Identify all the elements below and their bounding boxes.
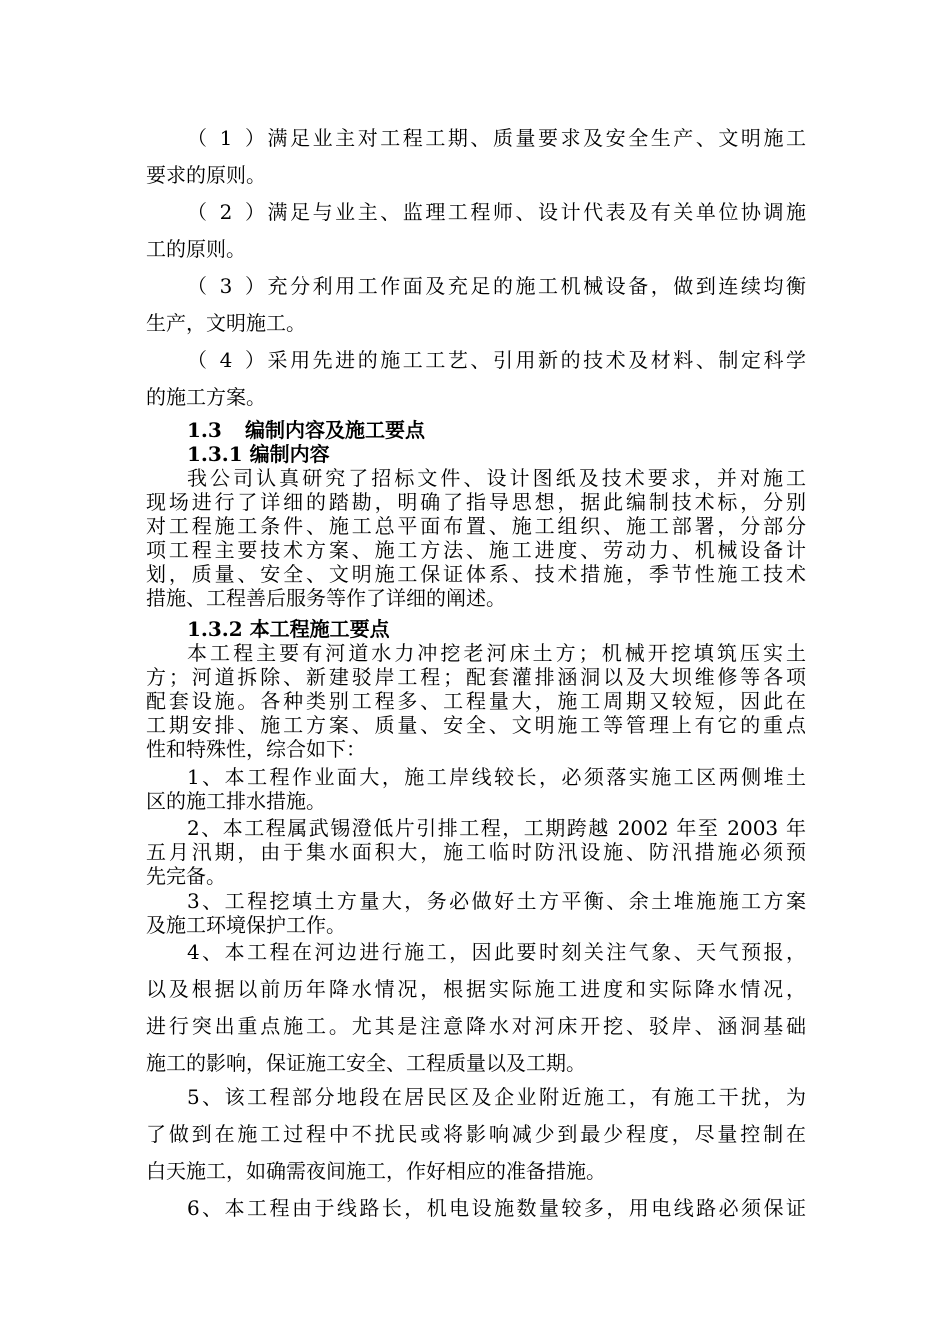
section-1-3-1-line-6: 措施、工程善后服务等作了详细的阐述。	[146, 586, 506, 610]
point-1-line-1: 1、本工程作业面大，施工岸线较长，必须落实施工区两侧堆土	[187, 765, 806, 789]
section-1-3-2-intro-line-2: 方；河道拆除、新建驳岸工程；配套灌排涵洞以及大坝维修等各项	[146, 665, 806, 689]
principle-1-line-2: 要求的原则。	[146, 163, 266, 187]
section-1-3-1-line-3: 对工程施工条件、施工总平面布置、施工组织、施工部署，分部分	[146, 514, 806, 538]
point-1-line-2: 区的施工排水措施。	[146, 789, 326, 813]
section-1-3-2-intro-line-4: 工期安排、施工方案、质量、安全、文明施工等管理上有它的重点	[146, 713, 806, 737]
point-4-line-2: 以及根据以前历年降水情况，根据实际施工进度和实际降水情况，	[146, 977, 806, 1001]
principle-2-number: （2）	[187, 200, 265, 224]
principle-4-line-1: （4）采用先进的施工工艺、引用新的技术及材料、制定科学	[187, 348, 806, 372]
principle-3-line-2: 生产，文明施工。	[146, 311, 306, 335]
section-1-3-2-intro-line-5: 性和特殊性，综合如下：	[146, 737, 366, 761]
principle-1-line-1: （1）满足业主对工程工期、质量要求及安全生产、文明施工	[187, 126, 806, 150]
section-1-3-1-line-1: 我公司认真研究了招标文件、设计图纸及技术要求，并对施工	[187, 466, 806, 490]
point-4-line-3: 进行突出重点施工。尤其是注意降水对河床开挖、驳岸、涵洞基础	[146, 1014, 806, 1038]
point-6-line-1: 6、本工程由于线路长，机电设施数量较多，用电线路必须保证	[187, 1196, 806, 1220]
point-2-line-3: 先完备。	[146, 864, 226, 888]
point-5-line-3: 白天施工，如确需夜间施工，作好相应的准备措施。	[146, 1159, 606, 1183]
principle-4-number: （4）	[187, 348, 265, 372]
principle-4-line-2: 的施工方案。	[146, 385, 266, 409]
point-3-line-1: 3、工程挖填土方量大，务必做好土方平衡、余土堆施施工方案	[187, 889, 806, 913]
section-1-3-2-intro-line-3: 配套设施。各种类别工程多、工程量大，施工周期又较短，因此在	[146, 689, 806, 713]
section-1-3-2-intro-line-1: 本工程主要有河道水力冲挖老河床土方；机械开挖填筑压实土	[187, 641, 806, 665]
section-1-3-2-heading: 1.3.2 本工程施工要点	[187, 617, 390, 641]
principle-1-number: （1）	[187, 126, 265, 150]
point-4-line-1: 4、本工程在河边进行施工，因此要时刻关注气象、天气预报，	[187, 940, 806, 964]
point-2-line-2: 五月汛期，由于集水面积大，施工临时防汛设施、防汛措施必须预	[146, 840, 806, 864]
section-1-3-1-heading: 1.3.1 编制内容	[187, 442, 330, 466]
point-2-line-1: 2、本工程属武锡澄低片引排工程，工期跨越 2002 年至 2003 年	[187, 816, 806, 840]
principle-2-line-2: 工的原则。	[146, 237, 246, 261]
principle-3-line-1: （3）充分利用工作面及充足的施工机械设备，做到连续均衡	[187, 274, 806, 298]
principle-3-number: （3）	[187, 274, 265, 298]
section-1-3-heading: 1.3 编制内容及施工要点	[187, 418, 425, 442]
point-4-line-4: 施工的影响，保证施工安全、工程质量以及工期。	[146, 1051, 586, 1075]
point-5-line-1: 5、该工程部分地段在居民区及企业附近施工，有施工干扰，为	[187, 1085, 806, 1109]
section-1-3-1-line-2: 现场进行了详细的踏勘，明确了指导思想，据此编制技术标，分别	[146, 490, 806, 514]
principle-2-line-1: （2）满足与业主、监理工程师、设计代表及有关单位协调施	[187, 200, 806, 224]
point-3-line-2: 及施工环境保护工作。	[146, 913, 346, 937]
section-1-3-1-line-4: 项工程主要技术方案、施工方法、施工进度、劳动力、机械设备计	[146, 538, 806, 562]
section-1-3-1-line-5: 划，质量、安全、文明施工保证体系、技术措施，季节性施工技术	[146, 562, 806, 586]
point-5-line-2: 了做到在施工过程中不扰民或将影响减少到最少程度，尽量控制在	[146, 1122, 806, 1146]
